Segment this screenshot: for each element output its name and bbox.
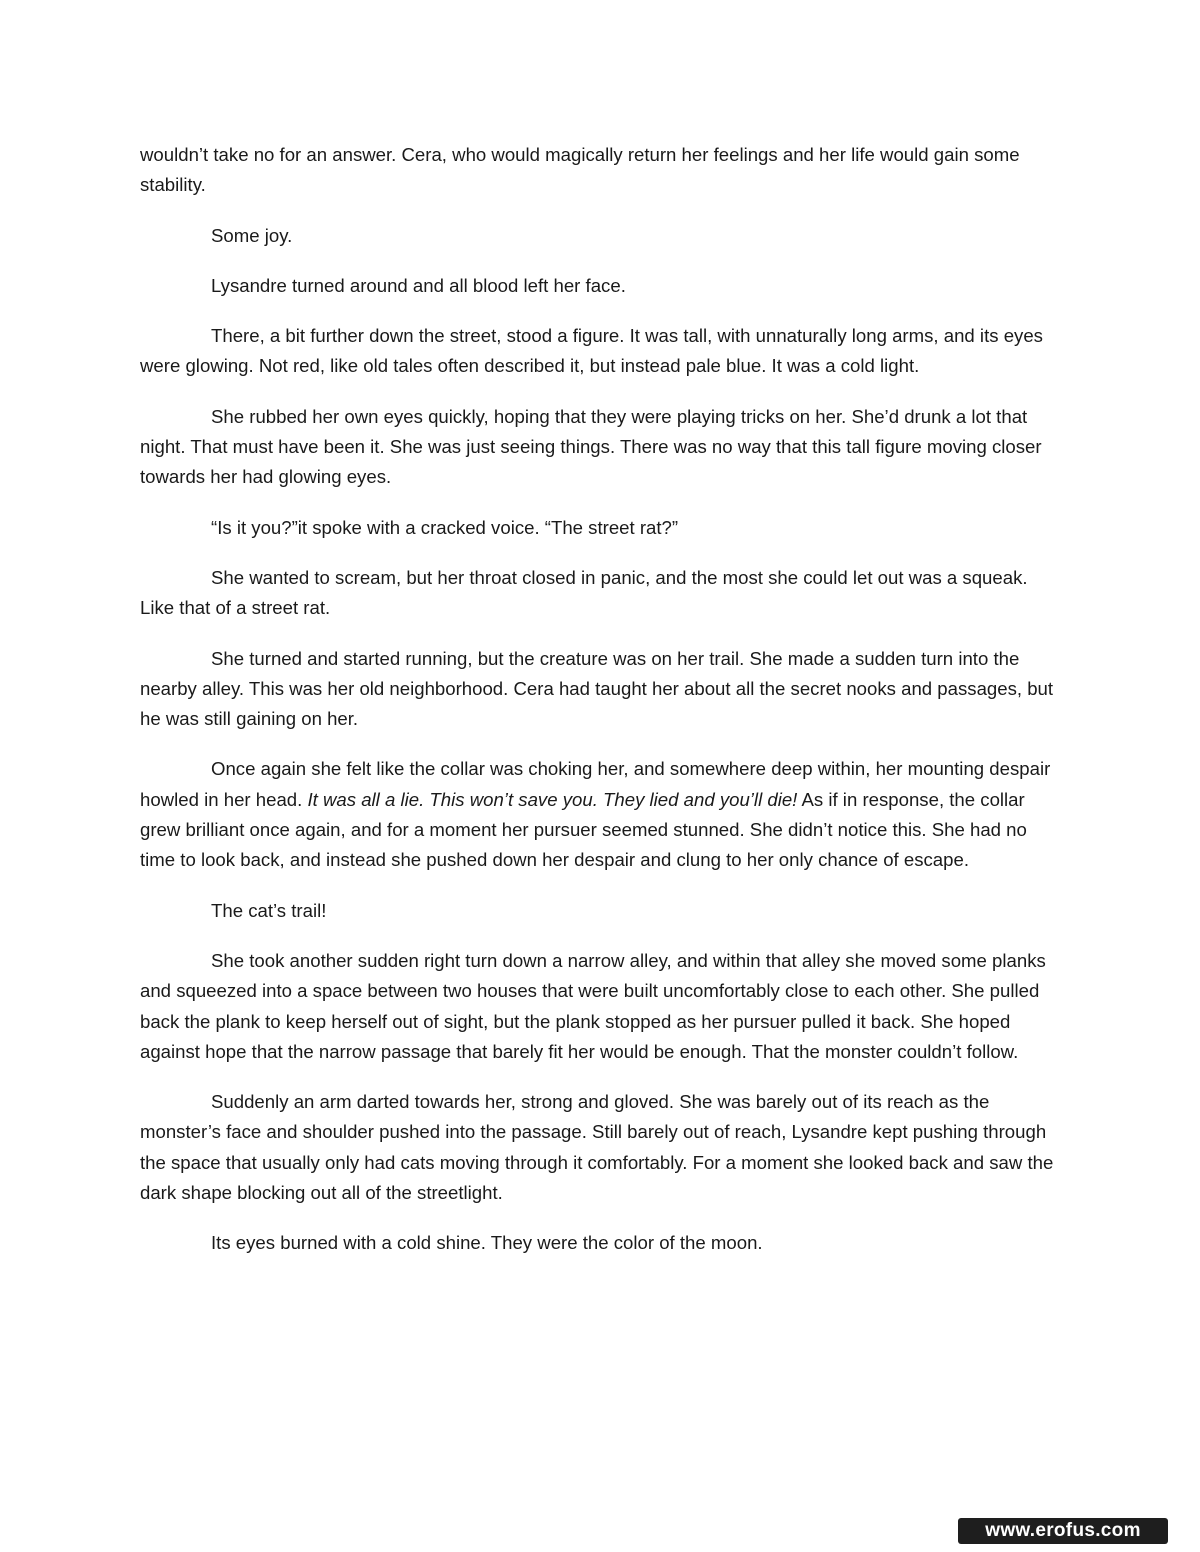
paragraph-5: She rubbed her own eyes quickly, hoping that they were playing tricks on her. She’d drunk a lot that night. That must have been it. She was just seeing things. There was no way that this tall figure moving closer towards her had glowing eyes. — [140, 405, 1042, 488]
watermark-badge: www.erofus.com — [958, 1518, 1168, 1544]
document-page — [140, 140, 1060, 1279]
paragraph-9-end: As if in response, the collar grew brilliant once again, and for a moment her pursuer seemed stunned. She didn’t notice this. She had no time to look back, and instead she pushed down her despair and clung to her only chance of escape. — [140, 788, 1027, 871]
paragraph-11: She took another sudden right turn down a narrow alley, and within that alley she moved some planks and squeezed into a space between two houses that were built uncomfortably close to each other. She pulled back the plank to keep herself out of sight, but the plank stopped as her pursuer pulled it back. She hoped against hope that the narrow passage that barely fit her would be enough. That the monster couldn’t follow. — [140, 949, 1046, 1062]
paragraph-8: She turned and started running, but the creature was on her trail. She made a sudden turn into the nearby alley. This was her old neighborhood. Cera had taught her about all the secret nooks and passages, but he was still gaining on her. — [140, 647, 1054, 730]
paragraph-12: Suddenly an arm darted towards her, strong and gloved. She was barely out of its reach as the monster’s face and shoulder pushed into the passage. Still barely out of reach, Lysandre kept pushing through the space that usually only had cats moving through it comfortably. For a moment she looked back and saw the dark shape blocking out all of the streetlight. — [140, 1091, 1054, 1204]
paragraph-4: There, a bit further down the street, stood a figure. It was tall, with unnaturally long arms, and its eyes were glowing. Not red, like old tales often described it, but instead pale blue. It was a cold light. — [140, 325, 1043, 377]
paragraph-7: She wanted to scream, but her throat closed in panic, and the most she could let out was a squeak. Like that of a street rat. — [140, 566, 1028, 619]
paragraph-10: The cat’s trail! — [211, 899, 327, 921]
paragraph-3: Lysandre turned around and all blood left her face. — [211, 274, 626, 296]
paragraph-9 — [140, 754, 1060, 875]
paragraph-9-italic-thought: It was all a lie. This won’t save you. They lied and you’ll die! — [307, 788, 798, 810]
paragraph-6: “Is it you?”it spoke with a cracked voice. “The street rat?” — [211, 516, 679, 538]
paragraph-13: Its eyes burned with a cold shine. They were the color of the moon. — [211, 1232, 763, 1254]
paragraph-9-start: Once again she felt like the collar was choking her, and somewhere deep within, her mounting despair howled in her head. — [140, 758, 1051, 810]
paragraph-1: wouldn’t take no for an answer. Cera, who would magically return her feelings and her life would gain some stability. — [140, 144, 1020, 196]
paragraph-2: Some joy. — [211, 224, 293, 246]
